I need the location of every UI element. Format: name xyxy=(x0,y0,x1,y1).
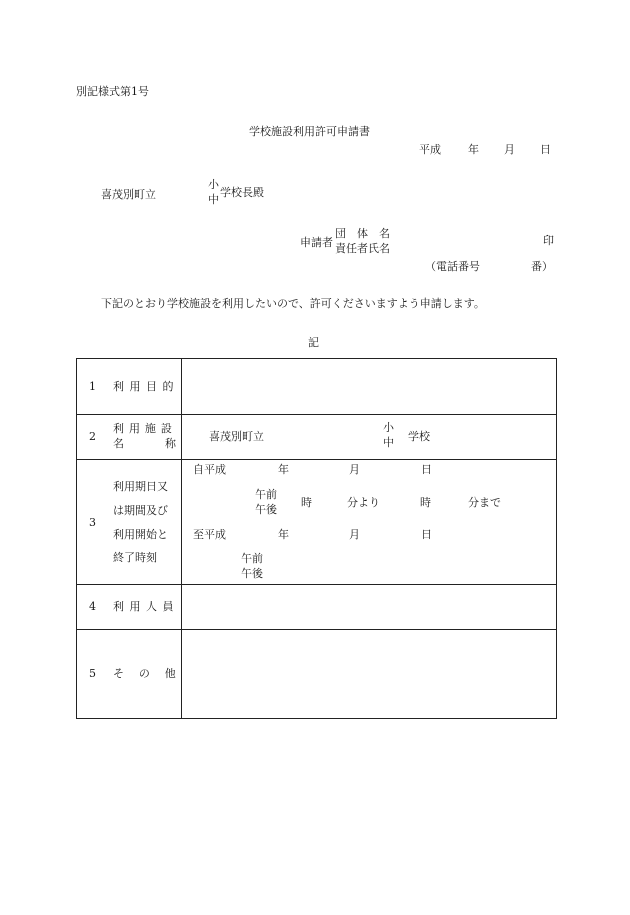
form-title: 学校施設利用許可申請書 xyxy=(249,125,370,138)
period-month: 月 xyxy=(349,463,360,476)
date-year: 年 xyxy=(468,143,479,156)
addressee-sho: 小 xyxy=(208,178,219,191)
facility-town: 喜茂別町立 xyxy=(209,430,264,443)
row-divider xyxy=(77,584,556,585)
addressee-town: 喜茂別町立 xyxy=(101,188,156,201)
row-label: 利用人員 xyxy=(113,600,179,613)
table-column-divider xyxy=(181,359,182,718)
end-pm: 午後 xyxy=(241,567,263,580)
facility-chu: 中 xyxy=(383,436,394,449)
end-minute: 分まで xyxy=(468,496,501,509)
row-number: 4 xyxy=(89,600,96,613)
end-hour: 時 xyxy=(420,496,431,509)
form-number: 別記様式第1号 xyxy=(76,85,149,98)
addressee-chu: 中 xyxy=(208,193,219,206)
application-table xyxy=(76,358,557,719)
phone-close: 番） xyxy=(531,260,553,273)
start-hour: 時 xyxy=(301,496,312,509)
row-number: 2 xyxy=(89,430,96,443)
period-year: 年 xyxy=(278,463,289,476)
applicant-person: 責任者氏名 xyxy=(335,242,390,255)
period-day: 日 xyxy=(421,528,432,541)
request-text: 下記のとおり学校施設を利用したいので、許可くださいますよう申請します。 xyxy=(101,297,485,310)
applicant-label: 申請者 xyxy=(300,236,333,249)
seal-mark: 印 xyxy=(543,234,554,247)
row-label-line: 利用開始と xyxy=(113,528,168,541)
row-number: 5 xyxy=(89,667,96,680)
row-number: 1 xyxy=(89,380,96,393)
applicant-org: 団 体 名 xyxy=(335,227,390,240)
row-label-line: は期間及び xyxy=(113,504,168,517)
period-day: 日 xyxy=(421,463,432,476)
row-divider xyxy=(77,629,556,630)
facility-school: 学校 xyxy=(408,430,430,443)
addressee-principal: 学校長殿 xyxy=(220,186,264,199)
period-to: 至平成 xyxy=(193,528,226,541)
phone-open: （電話番号 xyxy=(425,260,480,273)
row-divider xyxy=(77,459,556,460)
date-era: 平成 xyxy=(419,143,441,156)
start-minute: 分より xyxy=(347,496,380,509)
row-label-line1: 利用施設 xyxy=(113,422,177,435)
row-label-line2a: 名 xyxy=(113,437,124,450)
row-label: その他 xyxy=(113,667,191,680)
row-label-line2b: 称 xyxy=(165,437,176,450)
row-divider xyxy=(77,414,556,415)
row-label-line: 利用期日又 xyxy=(113,480,168,493)
row-label-line: 終了時刻 xyxy=(113,551,157,564)
row-label: 利用目的 xyxy=(113,380,179,393)
period-year: 年 xyxy=(278,528,289,541)
ki-heading: 記 xyxy=(308,336,319,349)
start-am: 午前 xyxy=(255,488,277,501)
start-pm: 午後 xyxy=(255,503,277,516)
period-month: 月 xyxy=(349,528,360,541)
date-month: 月 xyxy=(504,143,515,156)
date-day: 日 xyxy=(540,143,551,156)
end-am: 午前 xyxy=(241,552,263,565)
row-number: 3 xyxy=(89,516,96,529)
facility-sho: 小 xyxy=(383,421,394,434)
period-from: 自平成 xyxy=(193,463,226,476)
